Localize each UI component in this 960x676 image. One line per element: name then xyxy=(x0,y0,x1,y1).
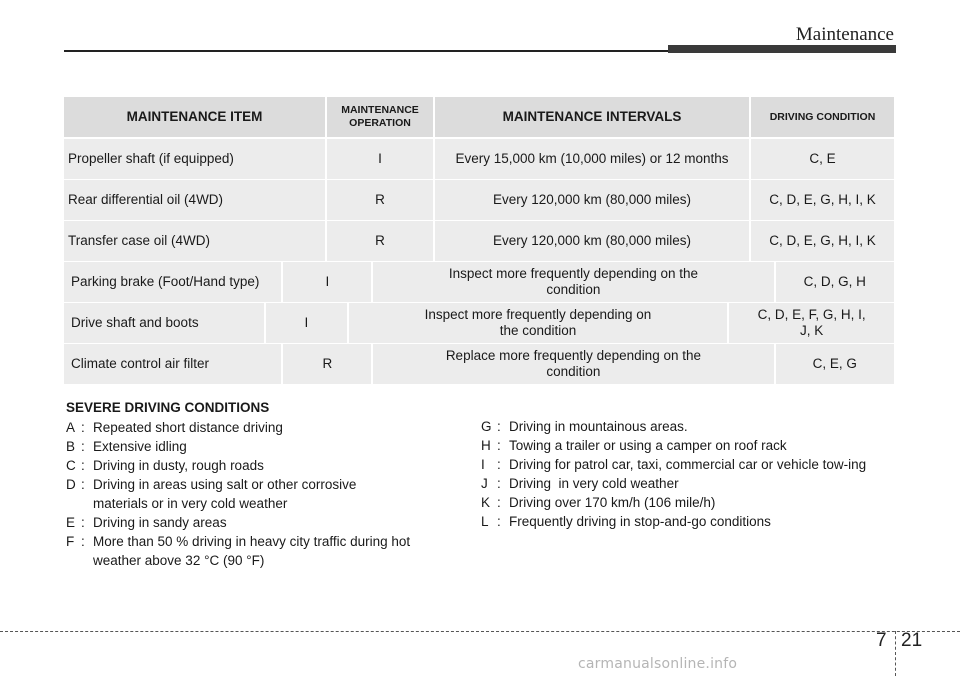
condition-item: J : Driving in very cold weather xyxy=(481,476,679,491)
interval-cell: Inspect more frequently depending on the condition xyxy=(373,262,773,302)
header-accent-bar xyxy=(668,45,896,53)
item-cell: Rear differential oil (4WD) xyxy=(64,180,325,220)
condition-item: H : Towing a trailer or using a camper on roof rack xyxy=(481,438,787,453)
chapter-number: 7 xyxy=(876,630,887,651)
condition-cell: C, D, E, G, H, I, K xyxy=(751,180,894,220)
condition-item: G : Driving in mountainous areas. xyxy=(481,419,688,434)
condition-text: Towing a trailer or using a camper on roof rack xyxy=(509,438,787,453)
page-number-divider xyxy=(895,631,896,676)
condition-cell: C, E xyxy=(751,139,894,179)
column-header-item: MAINTENANCE ITEM xyxy=(64,97,325,137)
operation-cell: R xyxy=(327,221,433,261)
operation-cell: I xyxy=(327,139,433,179)
footer-dashed-rule xyxy=(0,631,960,632)
table-row xyxy=(64,139,894,179)
table-row xyxy=(64,221,894,261)
condition-item: A : Repeated short distance driving xyxy=(66,420,283,435)
condition-text: Driving over 170 km/h (106 mile/h) xyxy=(509,495,716,510)
severe-conditions-right xyxy=(481,417,901,531)
watermark: carmanualsonline.info xyxy=(578,656,738,672)
condition-cell: C, E, G xyxy=(776,344,895,384)
operation-cell: I xyxy=(266,303,347,343)
condition-text: Driving in mountainous areas. xyxy=(509,419,688,434)
page-number: 21 xyxy=(901,630,923,651)
condition-text: Driving in areas using salt or other corrosive materials or in very cold weather xyxy=(93,477,357,511)
condition-item: E : Driving in sandy areas xyxy=(66,515,227,530)
condition-item: C : Driving in dusty, rough roads xyxy=(66,458,264,473)
table-row xyxy=(64,180,894,220)
operation-cell: R xyxy=(327,180,433,220)
condition-letter: F xyxy=(66,534,75,549)
condition-letter: L xyxy=(481,514,489,529)
item-cell: Parking brake (Foot/Hand type) xyxy=(64,262,281,302)
severe-conditions-title: SEVERE DRIVING CONDITIONS xyxy=(66,400,270,415)
column-header-condition: DRIVING CONDITION xyxy=(751,97,894,137)
header-rule xyxy=(64,50,670,52)
section-title: Maintenance xyxy=(795,24,894,45)
item-cell: Propeller shaft (if equipped) xyxy=(64,139,325,179)
table-header-row xyxy=(64,97,894,137)
condition-text: Driving in dusty, rough roads xyxy=(93,458,264,473)
condition-letter: I xyxy=(481,457,485,472)
condition-item: K : Driving over 170 km/h (106 mile/h) xyxy=(481,495,716,510)
column-header-operation: MAINTENANCE OPERATION xyxy=(327,97,433,137)
severe-conditions-left xyxy=(66,398,456,570)
condition-text: Frequently driving in stop-and-go conditions xyxy=(509,514,771,529)
condition-item: D : Driving in areas using salt or other corrosive materials or in very cold weather xyxy=(66,475,456,513)
maintenance-table xyxy=(64,97,894,385)
interval-cell: Replace more frequently depending on the condition xyxy=(373,344,773,384)
column-header-intervals: MAINTENANCE INTERVALS xyxy=(435,97,749,137)
condition-letter: H xyxy=(481,438,491,453)
condition-text: Driving in very cold weather xyxy=(509,476,679,491)
condition-text: Driving in sandy areas xyxy=(93,515,227,530)
condition-item: I : Driving for patrol car, taxi, commercial car or vehicle tow-ing xyxy=(481,455,901,474)
condition-letter: G xyxy=(481,419,492,434)
table-row xyxy=(64,262,894,302)
condition-item: L : Frequently driving in stop-and-go conditions xyxy=(481,514,771,529)
condition-letter: C xyxy=(66,458,76,473)
condition-text: More than 50 % driving in heavy city traffic during hot weather above 32 °C (90 °F) xyxy=(93,534,411,568)
condition-letter: E xyxy=(66,515,76,530)
table-row xyxy=(64,303,894,343)
condition-text: Extensive idling xyxy=(93,439,187,454)
item-cell: Climate control air filter xyxy=(64,344,281,384)
interval-cell: Every 120,000 km (80,000 miles) xyxy=(435,221,749,261)
condition-cell: C, D, E, F, G, H, I, J, K xyxy=(729,303,894,343)
condition-cell: C, D, E, G, H, I, K xyxy=(751,221,894,261)
condition-letter: K xyxy=(481,495,491,510)
condition-text: Repeated short distance driving xyxy=(93,420,283,435)
condition-letter: A xyxy=(66,420,76,435)
item-cell: Drive shaft and boots xyxy=(64,303,264,343)
interval-cell: Inspect more frequently depending on the condition xyxy=(349,303,728,343)
condition-letter: B xyxy=(66,439,76,454)
operation-cell: I xyxy=(283,262,371,302)
interval-cell: Every 120,000 km (80,000 miles) xyxy=(435,180,749,220)
condition-item: F : More than 50 % driving in heavy city traffic during hot weather above 32 °C (90 °F) xyxy=(66,532,456,570)
condition-letter: D xyxy=(66,477,76,492)
condition-item: B : Extensive idling xyxy=(66,439,187,454)
interval-cell: Every 15,000 km (10,000 miles) or 12 months xyxy=(435,139,749,179)
table-row xyxy=(64,344,894,384)
condition-text: Driving for patrol car, taxi, commercial car or vehicle tow-ing xyxy=(509,457,867,472)
operation-cell: R xyxy=(283,344,371,384)
condition-cell: C, D, G, H xyxy=(776,262,895,302)
item-cell: Transfer case oil (4WD) xyxy=(64,221,325,261)
condition-letter: J xyxy=(481,476,488,491)
